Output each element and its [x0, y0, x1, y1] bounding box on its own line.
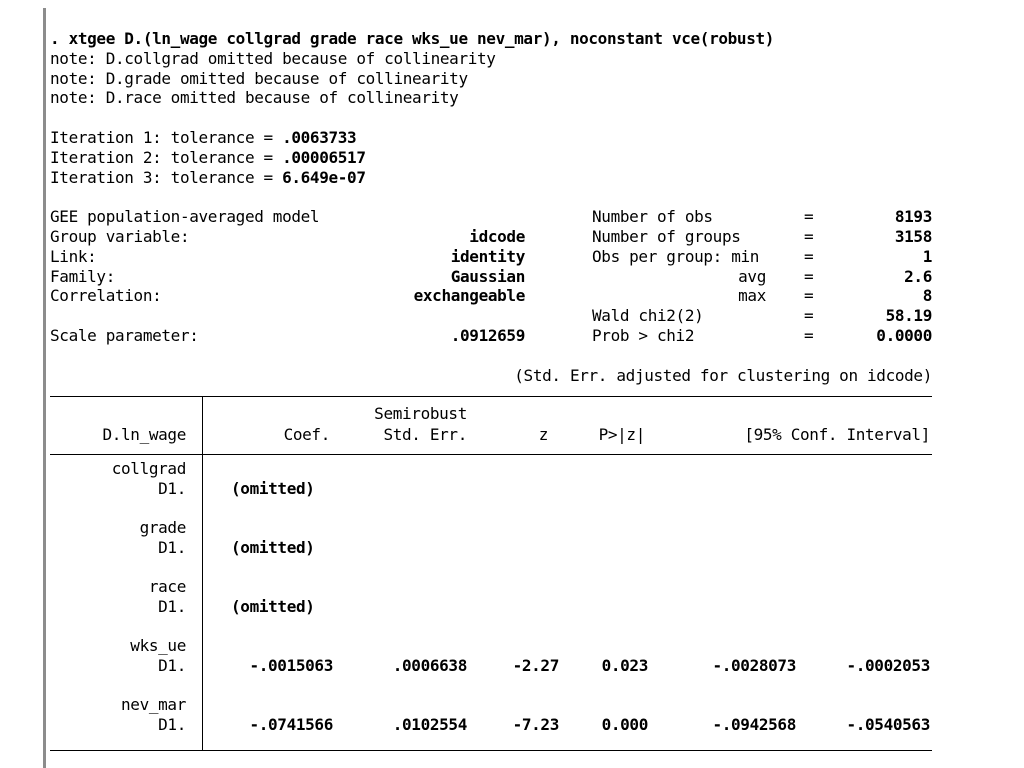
- iteration-line: Iteration 1: tolerance = .0063733: [50, 127, 357, 147]
- model-info-row: [50, 286, 932, 306]
- header-pvalue: P>|z|: [598, 425, 645, 444]
- model-info-value: idcode: [469, 226, 525, 246]
- note-line: note: D.grade omitted because of collinearity: [50, 68, 468, 88]
- model-info-label: Scale parameter:: [50, 325, 199, 345]
- se-note: (Std. Err. adjusted for clustering on idcode): [514, 365, 932, 385]
- stat-label: Wald chi2(2): [592, 306, 704, 326]
- row-ci-lower: -.0028073: [712, 656, 796, 675]
- equals-sign: =: [804, 306, 814, 326]
- row-variable-name: grade: [139, 518, 186, 537]
- stat-value: 1: [922, 246, 932, 266]
- table-header-rule: [50, 454, 932, 455]
- row-variable-name: nev_mar: [121, 695, 186, 714]
- header-semirobust: Semirobust: [374, 404, 467, 423]
- model-info-label: Family:: [50, 266, 115, 286]
- row-ci-upper: -.0540563: [846, 715, 930, 734]
- row-z: -2.27: [512, 656, 559, 675]
- equals-sign: =: [804, 325, 814, 345]
- stat-value: 2.6: [904, 266, 932, 286]
- row-coef: -.0741566: [249, 715, 333, 734]
- row-ci-upper: -.0002053: [846, 656, 930, 675]
- model-info-value: .0912659: [450, 325, 525, 345]
- row-operator: D1.: [158, 656, 186, 675]
- equals-sign: =: [804, 226, 814, 246]
- model-info-value: exchangeable: [413, 286, 525, 306]
- row-variable-name: wks_ue: [130, 636, 186, 655]
- row-z: -7.23: [512, 715, 559, 734]
- row-coef-omitted: (omitted): [231, 479, 315, 498]
- row-pvalue: 0.023: [601, 656, 648, 675]
- stat-label: avg: [738, 266, 766, 286]
- model-info-label: GEE population-averaged model: [50, 207, 320, 227]
- equals-sign: =: [804, 286, 814, 306]
- row-coef: -.0015063: [249, 656, 333, 675]
- stat-value: 8: [922, 286, 932, 306]
- table-divider: [202, 396, 203, 750]
- row-operator: D1.: [158, 538, 186, 557]
- header-z: z: [538, 425, 548, 444]
- row-coef-omitted: (omitted): [231, 597, 315, 616]
- stat-label: max: [738, 286, 766, 306]
- stat-label: Number of obs: [592, 207, 713, 227]
- stat-label: Obs per group: min: [592, 246, 760, 266]
- header-std-err: Std. Err.: [383, 425, 467, 444]
- note-line: note: D.race omitted because of collinearity: [50, 88, 459, 108]
- command-line: . xtgee D.(ln_wage collgrad grade race wks_ue nev_mar), noconstant vce(robust): [50, 29, 775, 48]
- row-operator: D1.: [158, 597, 186, 616]
- stat-label: Prob > chi2: [592, 325, 695, 345]
- model-info-block: [50, 207, 932, 346]
- row-coef-omitted: (omitted): [231, 538, 315, 557]
- se-note-row: [50, 366, 932, 386]
- model-info-row: [50, 267, 932, 287]
- row-std-err: .0102554: [392, 715, 467, 734]
- stat-label: Number of groups: [592, 226, 741, 246]
- model-info-row: [50, 247, 932, 267]
- row-std-err: .0006638: [392, 656, 467, 675]
- row-operator: D1.: [158, 715, 186, 734]
- model-info-label: Link:: [50, 246, 97, 266]
- stat-value: 3158: [894, 226, 932, 246]
- note-line: note: D.collgrad omitted because of collinearity: [50, 48, 496, 68]
- header-depvar: D.ln_wage: [102, 425, 186, 444]
- model-info-value: Gaussian: [450, 266, 525, 286]
- model-info-row: [50, 326, 932, 346]
- model-info-row: [50, 306, 932, 326]
- equals-sign: =: [804, 246, 814, 266]
- header-coef: Coef.: [283, 425, 330, 444]
- model-info-row: [50, 207, 932, 227]
- header-conf-interval: [95% Conf. Interval]: [744, 425, 930, 444]
- model-info-row: [50, 227, 932, 247]
- results-window-left-border: [43, 8, 46, 768]
- stat-value: 58.19: [885, 306, 932, 326]
- row-pvalue: 0.000: [601, 715, 648, 734]
- equals-sign: =: [804, 207, 814, 227]
- row-variable-name: collgrad: [111, 459, 186, 478]
- iteration-line: Iteration 2: tolerance = .00006517: [50, 147, 366, 167]
- model-info-label: Correlation:: [50, 286, 162, 306]
- stat-value: 0.0000: [876, 325, 932, 345]
- stat-value: 8193: [894, 207, 932, 227]
- model-info-label: Group variable:: [50, 226, 190, 246]
- stata-results-output: [50, 29, 932, 385]
- model-info-value: identity: [450, 246, 525, 266]
- row-variable-name: race: [148, 577, 186, 596]
- table-bottom-rule: [50, 750, 932, 751]
- row-operator: D1.: [158, 479, 186, 498]
- iteration-line: Iteration 3: tolerance = 6.649e-07: [50, 167, 366, 187]
- table-top-rule: [50, 396, 932, 397]
- equals-sign: =: [804, 266, 814, 286]
- row-ci-lower: -.0942568: [712, 715, 796, 734]
